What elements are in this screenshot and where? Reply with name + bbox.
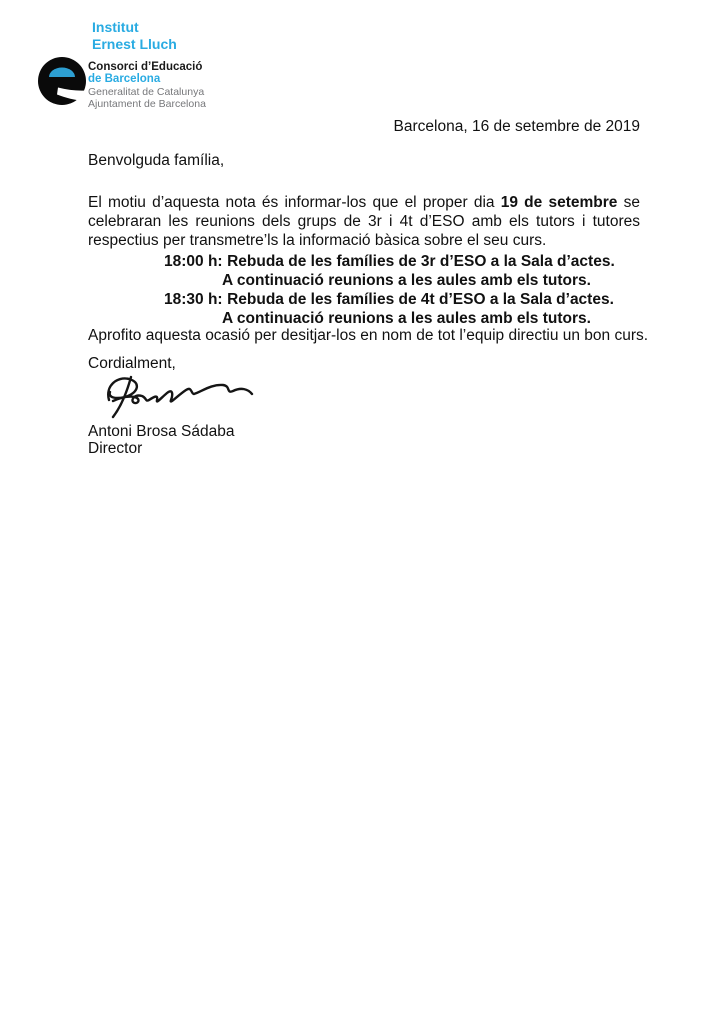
consorci-wordmark-line3: Generalitat de Catalunya (88, 85, 205, 98)
schedule-block (164, 252, 664, 328)
intro-line2: celebraran les reunions dels grups de 3r i 4t d’ESO amb els tutors i tutores (88, 213, 640, 230)
intro-line1-pre: El motiu d’aquesta nota és informar-los que el proper dia (88, 194, 501, 211)
schedule-entry-1800 (164, 252, 664, 290)
intro-line1-bold-date: 19 de setembre (500, 194, 618, 211)
signer-role: Director (88, 439, 143, 457)
schedule-continuation: A continuació reunions a les aules amb els tutors. (222, 310, 591, 327)
institut-wordmark-line1: Institut (92, 19, 139, 35)
schedule-text: Rebuda de les famílies de 3r d’ESO a la Sala d’actes. (227, 253, 615, 270)
farewell: Cordialment, (88, 355, 176, 372)
schedule-text: Rebuda de les famílies de 4t d’ESO a la Sala d’actes. (227, 291, 614, 308)
signer-block (88, 424, 235, 457)
closing-paragraph: Aprofito aquesta ocasió per desitjar-los en nom de tot l’equip directiu un bon curs. (88, 327, 649, 344)
consorci-wordmark-line4: Ajuntament de Barcelona (88, 98, 206, 111)
schedule-time: 18:00 h: (164, 253, 223, 270)
consorci-wordmark-line1: Consorci d’Educació (88, 61, 203, 73)
intro-line1-post: se (617, 194, 640, 211)
date-line: Barcelona, 16 de setembre de 2019 (393, 118, 640, 135)
schedule-time: 18:30 h: (164, 291, 223, 308)
institut-wordmark (92, 19, 177, 53)
intro-line3: respectius per transmetre’ls la informació bàsica sobre el seu curs. (88, 232, 547, 249)
consorci-e-logo-icon (38, 57, 86, 105)
schedule-line (164, 290, 664, 309)
intro-paragraph (88, 193, 640, 250)
consorci-wordmark (88, 61, 206, 111)
signature-icon (100, 373, 260, 419)
schedule-entry-1830 (164, 290, 664, 328)
salutation: Benvolguda família, (88, 152, 225, 169)
schedule-line (164, 252, 664, 271)
intro-line1 (88, 193, 640, 212)
consorci-wordmark-line2: de Barcelona (88, 73, 161, 86)
signer-name: Antoni Brosa Sádaba (88, 423, 235, 440)
institut-wordmark-line2: Ernest Lluch (92, 36, 177, 52)
schedule-continuation: A continuació reunions a les aules amb els tutors. (222, 272, 591, 289)
